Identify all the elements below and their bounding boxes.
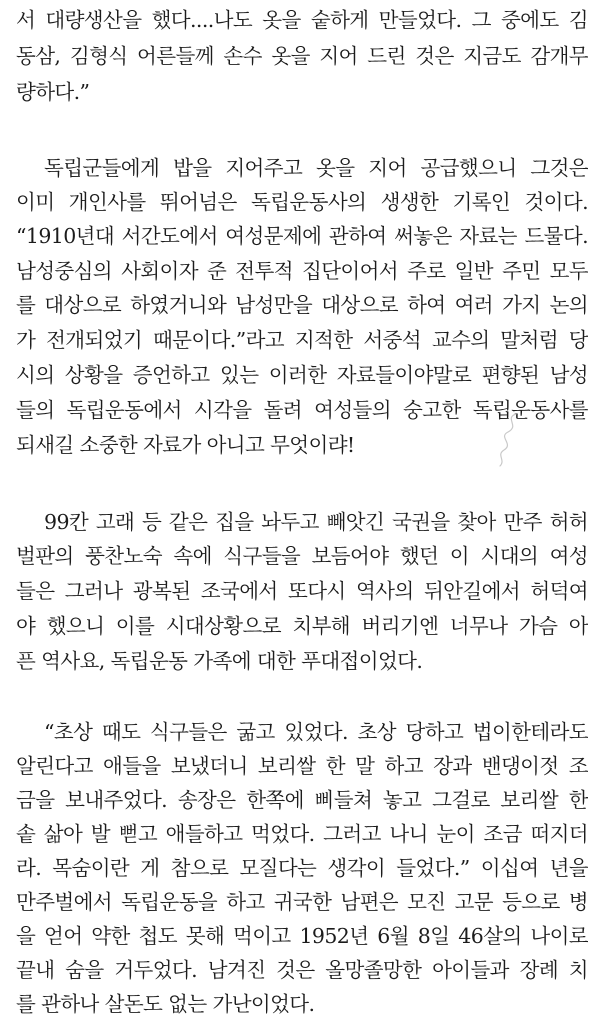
text-line: 끝내 숨을 거두었다. 남겨진 것은 올망졸망한 아이들과 장례 치 xyxy=(16,958,588,982)
text-line: 라. 목숨이란 게 참으로 모질다는 생각이 들었다.” 이십여 년을 xyxy=(16,856,588,880)
text-line: 량하다.” xyxy=(16,80,90,104)
text-line: 시의 상황을 증언하고 있는 이러한 자료들이야말로 편향된 남성 xyxy=(16,363,588,387)
text-line: 독립군들에게 밥을 지어주고 옷을 지어 공급했으니 그것은 xyxy=(44,156,588,180)
text-line: 벌판의 풍찬노숙 속에 식구들을 보듬어야 했던 이 시대의 여성 xyxy=(16,544,588,568)
text-line: 남성중심의 사회이자 준 전투적 집단이어서 주로 일반 주민 모두 xyxy=(16,259,588,283)
text-line: 금을 보내주었다. 송장은 한쪽에 삐들쳐 놓고 그걸로 보리쌀 한 xyxy=(16,788,588,812)
text-line: 들은 그러나 광복된 조국에서 또다시 역사의 뒤안길에서 허덕여 xyxy=(16,579,588,603)
text-line: 되새길 소중한 자료가 아니고 무엇이랴! xyxy=(16,433,355,457)
text-line: 솥 삶아 발 뻗고 애들하고 먹었다. 그러고 나니 눈이 조금 떠지더 xyxy=(16,822,588,846)
text-line: 들의 독립운동에서 시각을 돌려 여성들의 숭고한 독립운동사를 xyxy=(16,398,588,422)
text-line: 만주벌에서 독립운동을 하고 귀국한 남편은 모진 고문 등으로 병 xyxy=(16,890,588,914)
text-line: 을 얻어 약한 첩도 못해 먹이고 1952년 6월 8일 46살의 나이로 xyxy=(16,924,588,948)
text-line: “초상 때도 식구들은 굶고 있었다. 초상 당하고 법이한테라도 xyxy=(44,720,588,744)
text-line: 99칸 고래 등 같은 집을 놔두고 빼앗긴 국권을 찾아 만주 허허 xyxy=(44,510,588,534)
text-line: 야 했으니 이를 시대상황으로 치부해 버리기엔 너무나 가슴 아 xyxy=(16,614,588,638)
text-line: “1910년대 서간도에서 여성문제에 관하여 써놓은 자료는 드물다. xyxy=(16,224,588,248)
text-line: 동삼, 김형식 어른들께 손수 옷을 지어 드린 것은 지금도 감개무 xyxy=(16,44,588,68)
text-line: 를 관하나 살돈도 없는 가난이었다. xyxy=(16,992,315,1016)
squiggle-mark xyxy=(486,410,526,470)
text-line: 픈 역사요, 독립운동 가족에 대한 푸대접이었다. xyxy=(16,649,423,673)
text-line: 알린다고 애들을 보냈더니 보리쌀 한 말 하고 장과 밴댕이젓 조 xyxy=(16,754,588,778)
text-line: 를 대상으로 하였거니와 남성만을 대상으로 하여 여러 가지 논의 xyxy=(16,293,588,317)
text-line: 가 전개되었기 때문이다.”라고 지적한 서중석 교수의 말처럼 당 xyxy=(16,328,588,352)
text-line: 서 대량생산을 했다....나도 옷을 숱하게 만들었다. 그 중에도 김 xyxy=(16,8,588,32)
text-line: 이미 개인사를 뛰어넘은 독립운동사의 생생한 기록인 것이다. xyxy=(16,190,588,214)
